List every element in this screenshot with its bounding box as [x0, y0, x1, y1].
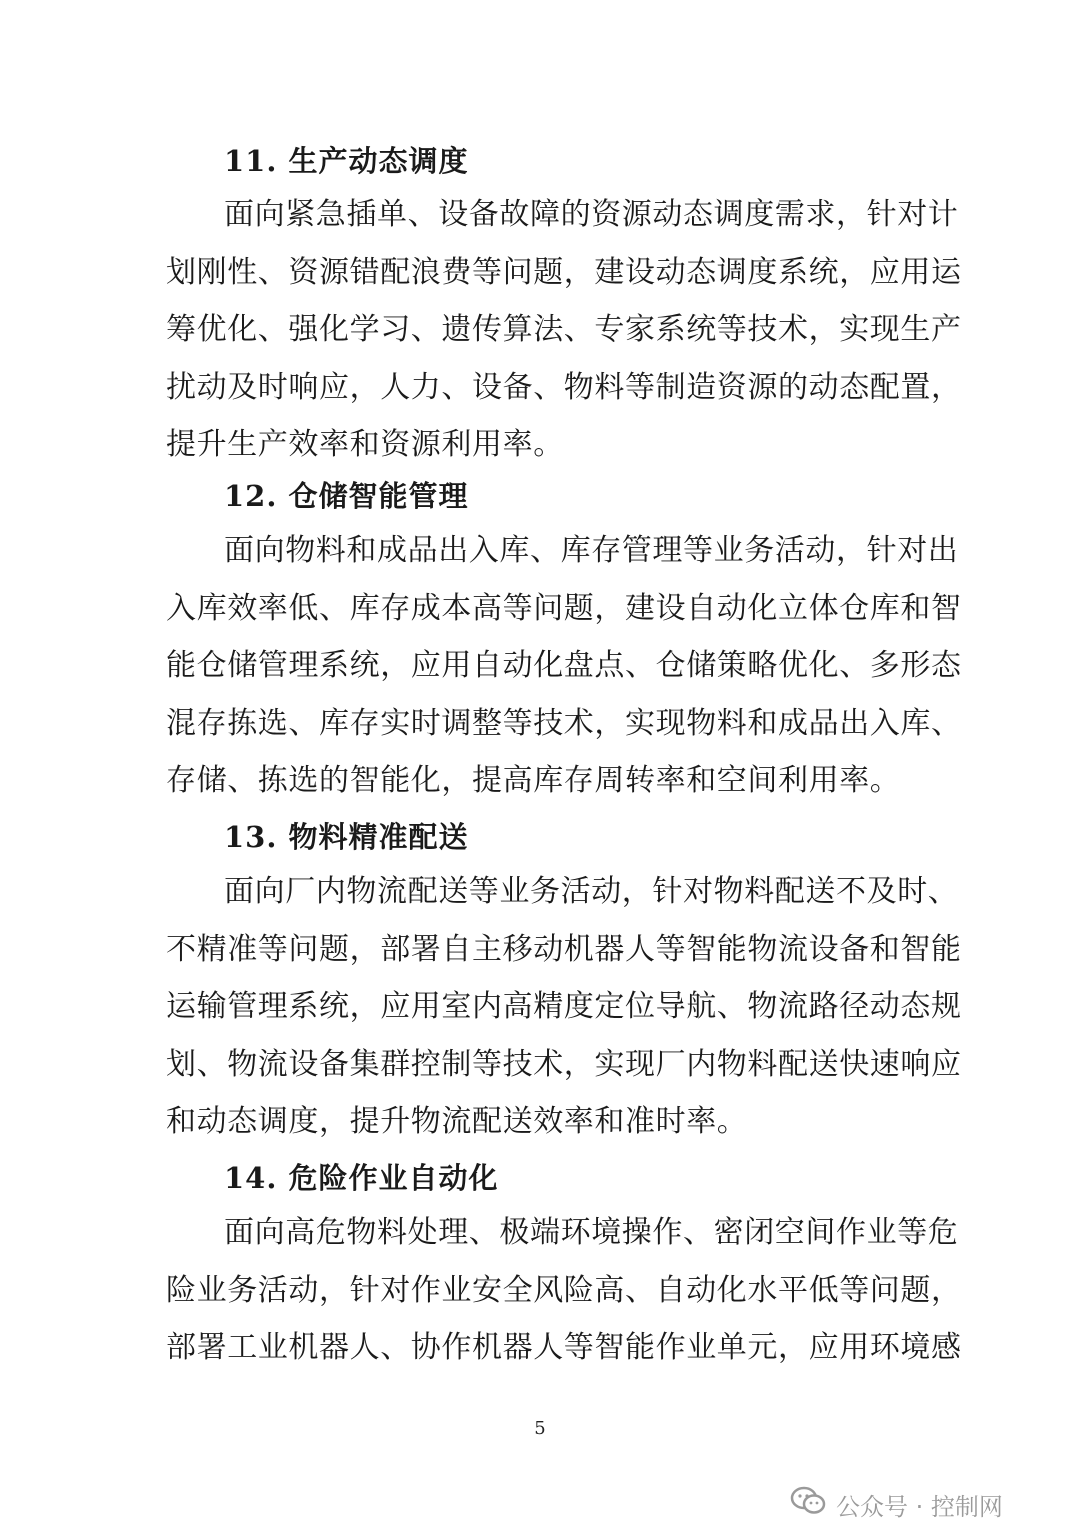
- paragraph-line: 扰动及时响应，人力、设备、物料等制造资源的动态配置，: [166, 369, 962, 405]
- paragraph-line: 面向高危物料处理、极端环境操作、密闭空间作业等危: [224, 1215, 959, 1250]
- section-paragraph: [166, 522, 962, 810]
- page-number: 5: [534, 1418, 546, 1439]
- paragraph-line: 面向紧急插单、设备故障的资源动态调度需求，针对计: [224, 197, 959, 232]
- section-heading: 14. 危险作业自动化: [224, 1161, 499, 1195]
- section-paragraph: [166, 186, 962, 474]
- paragraph-line: 运输管理系统，应用室内高精度定位导航、物流路径动态规: [166, 989, 962, 1024]
- paragraph-line: 划、物流设备集群控制等技术，实现厂内物料配送快速响应: [166, 1046, 962, 1082]
- paragraph-line: 存储、拣选的智能化，提高库存周转率和空间利用率。: [166, 763, 901, 798]
- paragraph-line: 不精准等问题，部署自主移动机器人等智能物流设备和智能: [166, 931, 962, 967]
- paragraph-line: 提升生产效率和资源利用率。: [166, 427, 564, 462]
- section-paragraph: [166, 863, 962, 1151]
- paragraph-line: 筹优化、强化学习、遗传算法、专家系统等技术，实现生产: [166, 312, 962, 347]
- section-paragraph: [166, 1204, 962, 1377]
- paragraph-line: 险业务活动，针对作业安全风险高、自动化水平低等问题，: [166, 1272, 962, 1308]
- paragraph-line: 和动态调度，提升物流配送效率和准时率。: [166, 1104, 748, 1139]
- paragraph-line: 入库效率低、库存成本高等问题，建设自动化立体仓库和智: [166, 590, 962, 626]
- paragraph-line: 部署工业机器人、协作机器人等智能作业单元，应用环境感: [166, 1330, 962, 1365]
- paragraph-line: 能仓储管理系统，应用自动化盘点、仓储策略优化、多形态: [166, 648, 962, 683]
- paragraph-line: 面向物料和成品出入库、库存管理等业务活动，针对出: [224, 533, 959, 568]
- paragraph-line: 面向厂内物流配送等业务活动，针对物料配送不及时、: [224, 874, 959, 909]
- watermark-text: 公众号 · 控制网: [836, 1492, 1003, 1521]
- paragraph-line: 划刚性、资源错配浪费等问题，建设动态调度系统，应用运: [166, 254, 962, 290]
- paragraph-line: 混存拣选、库存实时调整等技术，实现物料和成品出入库、: [166, 705, 962, 741]
- section-heading: 12. 仓储智能管理: [224, 479, 469, 513]
- section-heading: 13. 物料精准配送: [224, 820, 469, 854]
- wechat-icon: [790, 1486, 836, 1522]
- watermark: [790, 1484, 1003, 1524]
- section-heading: 11. 生产动态调度: [224, 144, 469, 178]
